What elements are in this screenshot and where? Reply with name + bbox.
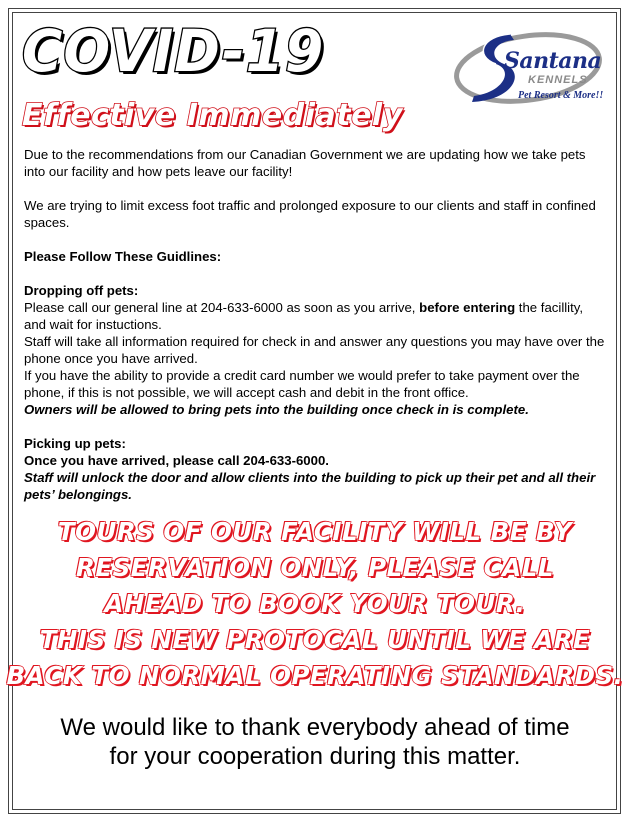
logo-name: Santana (504, 48, 602, 74)
tours-notice (0, 514, 630, 694)
pickup-heading: Picking up pets: (24, 436, 126, 451)
dropoff-line-1-a: Please call our general line at 204-633-6000 as soon as you arrive, (24, 300, 420, 315)
pickup-line-1: Once you have arrived, please call 204-633-6000. (24, 453, 329, 468)
notice-subtitle: Effective Immediately (22, 98, 403, 133)
intro-paragraph-1: Due to the recommendations from our Canadian Government we are updating how we take pets into our facility and how pets leave our facility! (24, 147, 586, 179)
tours-line: AHEAD TO BOOK YOUR TOUR. (104, 589, 526, 618)
pickup-line-2: Staff will unlock the door and allow clients into the building to pick up their pet and all their pets’ belongings. (24, 470, 596, 502)
tours-line: BACK TO NORMAL OPERATING STANDARDS. (6, 661, 624, 690)
santana-kennels-logo (452, 26, 604, 108)
tours-line: THIS IS NEW PROTOCAL UNTIL WE ARE (39, 625, 591, 654)
thanks-line: for your cooperation during this matter. (109, 743, 521, 770)
notice-title: COVID-19 (22, 17, 325, 85)
intro-paragraph-2: We are trying to limit excess foot traffic and prolonged exposure to our clients and staff in confined spaces. (24, 198, 596, 230)
thank-you-message (0, 713, 630, 771)
logo-sub: KENNELS (528, 74, 588, 86)
guidelines-heading: Please Follow These Guidlines: (24, 249, 222, 264)
notice-body (24, 146, 606, 503)
dropoff-line-1-bold: before entering (419, 300, 516, 315)
tours-line: TOURS OF OUR FACILITY WILL BE BY (57, 517, 573, 546)
dropoff-line-1-b: the facillity, and wait for instuctions. (24, 300, 584, 332)
dropoff-heading: Dropping off pets: (24, 283, 139, 298)
logo-tagline: Pet Resort & More!! (518, 90, 604, 101)
dropoff-line-2: Staff will take all information required for check in and answer any questions you may have over the phone once you have arrived. (24, 334, 605, 366)
tours-line: RESERVATION ONLY, PLEASE CALL (76, 553, 554, 582)
dropoff-line-4: Owners will be allowed to bring pets into the building once check in is complete. (24, 402, 529, 417)
dropoff-line-1 (24, 299, 606, 333)
thanks-line: We would like to thank everybody ahead of time (60, 714, 570, 741)
dropoff-line-3: If you have the ability to provide a credit card number we would prefer to take payment over the phone, if this is not possible, we will accept cash and debit in the front office. (24, 368, 580, 400)
